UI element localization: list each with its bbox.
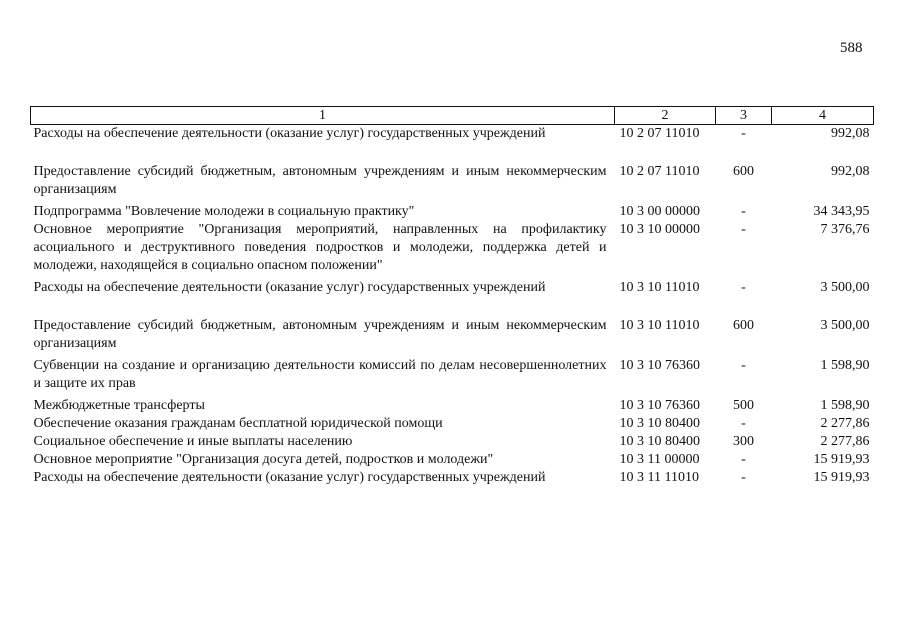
row-expense-type: 300 [733,434,754,449]
header-col-3: 3 [716,107,772,125]
row-code: 10 3 10 76360 [619,358,700,373]
table-row [31,221,874,279]
table-row [31,433,874,451]
row-description: Расходы на обеспечение деятельности (оказание услуг) государственных учреждений [33,126,546,141]
row-code: 10 3 10 76360 [619,398,700,413]
row-code: 10 3 10 11010 [619,280,700,295]
row-code: 10 3 10 00000 [619,222,700,237]
row-description: Основное мероприятие "Организация досуга детей, подростков и молодежи" [33,452,494,467]
row-amount: 992,08 [831,164,870,179]
page-number: 588 [840,40,863,56]
row-amount: 3 500,00 [820,318,870,333]
row-code: 10 3 10 11010 [619,318,700,333]
table-row [31,357,874,397]
row-description: Подпрограмма "Вовлечение молодежи в социальную практику" [33,204,415,219]
budget-table [30,106,873,487]
row-expense-type: - [741,126,746,141]
table-header-row [31,107,874,125]
row-amount: 15 919,93 [813,470,870,485]
table-row [31,451,874,469]
table-row [31,415,874,433]
row-code: 10 2 07 11010 [619,164,700,179]
row-description: Расходы на обеспечение деятельности (оказание услуг) государственных учреждений [33,280,546,295]
row-expense-type: - [741,358,746,373]
row-amount: 992,08 [831,126,870,141]
row-description: Расходы на обеспечение деятельности (оказание услуг) государственных учреждений [33,470,546,485]
header-col-2: 2 [615,107,716,125]
row-expense-type: - [741,470,746,485]
row-amount: 15 919,93 [813,452,870,467]
table-row [31,279,874,317]
row-amount: 1 598,90 [820,398,870,413]
row-amount: 34 343,95 [813,204,870,219]
row-description: Предоставление субсидий бюджетным, автономным учреждениям и иным некоммерческим организациям [33,164,607,197]
row-code: 10 3 11 00000 [619,452,700,467]
row-amount: 2 277,86 [820,434,870,449]
row-amount: 2 277,86 [820,416,870,431]
table-row [31,163,874,203]
row-expense-type: 600 [733,318,754,333]
row-code: 10 3 00 00000 [619,204,700,219]
row-code: 10 2 07 11010 [619,126,700,141]
table-row [31,469,874,487]
header-col-1: 1 [31,107,615,125]
table-row [31,203,874,221]
row-expense-type: - [741,280,746,295]
table-row [31,397,874,415]
row-expense-type: - [741,452,746,467]
table-row [31,125,874,164]
row-amount: 3 500,00 [820,280,870,295]
row-amount: 7 376,76 [820,222,870,237]
row-expense-type: 600 [733,164,754,179]
row-description: Социальное обеспечение и иные выплаты населению [33,434,353,449]
row-amount: 1 598,90 [820,358,870,373]
row-description: Обеспечение оказания гражданам бесплатной юридической помощи [33,416,443,431]
row-expense-type: - [741,222,746,237]
row-expense-type: - [741,416,746,431]
row-expense-type: - [741,204,746,219]
row-description: Предоставление субсидий бюджетным, автономным учреждениям и иным некоммерческим организациям [33,318,607,351]
row-description: Межбюджетные трансферты [33,398,205,413]
row-description: Основное мероприятие "Организация мероприятий, направленных на профилактику асоциального и деструктивного поведения подростков и молодежи, поддержка детей и молодежи, находящейся в социально опасном положении" [33,222,607,273]
header-col-4: 4 [772,107,874,125]
row-expense-type: 500 [733,398,754,413]
row-description: Субвенции на создание и организацию деятельности комиссий по делам несовершеннолетних и защите их прав [33,358,607,391]
row-code: 10 3 10 80400 [619,434,700,449]
row-code: 10 3 11 11010 [619,470,699,485]
table-row [31,317,874,357]
row-code: 10 3 10 80400 [619,416,700,431]
